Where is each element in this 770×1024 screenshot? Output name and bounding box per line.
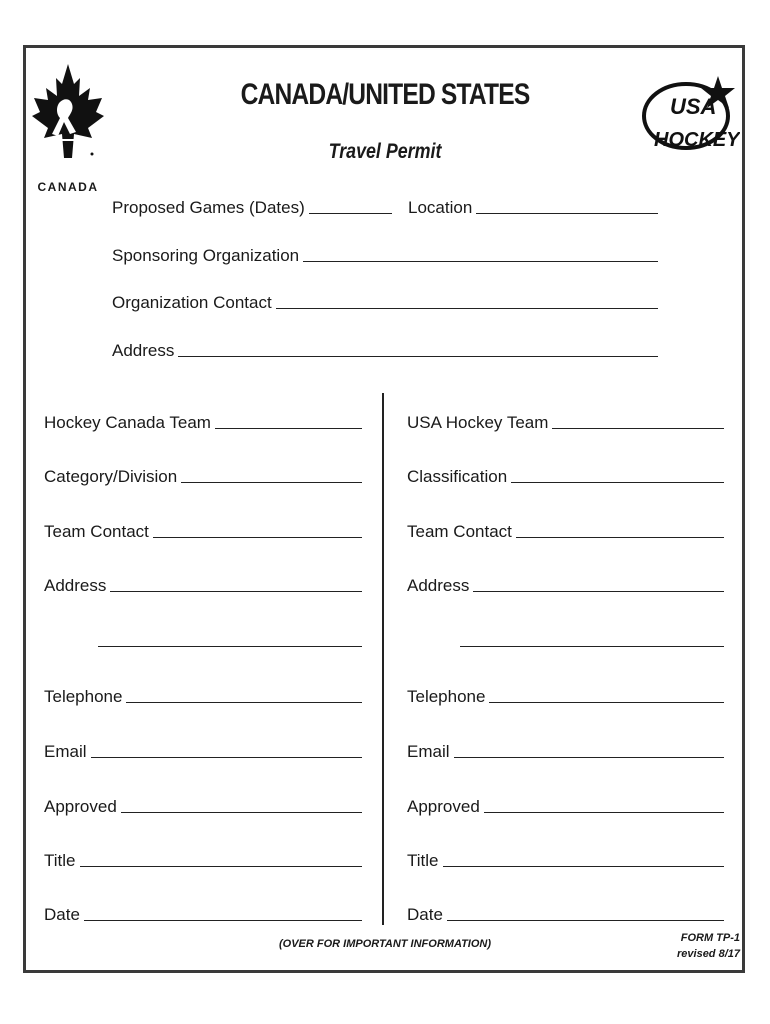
left-address-line-2[interactable]: [98, 646, 362, 647]
left-approved-label: Approved: [44, 797, 117, 816]
form-id-block: [650, 930, 740, 962]
left-date-label: Date: [44, 905, 80, 924]
revision-date: revised 8/17: [677, 948, 740, 960]
right-telephone-field[interactable]: [407, 681, 724, 707]
form-subtitle: Travel Permit: [328, 140, 442, 163]
top-address-line[interactable]: [178, 356, 658, 357]
canada-wordmark: CANADA: [37, 180, 99, 194]
left-email-field[interactable]: [44, 736, 362, 762]
left-title-field[interactable]: [44, 845, 362, 871]
right-date-field[interactable]: [407, 899, 724, 925]
left-team-contact-field[interactable]: [44, 516, 362, 542]
hockey-canada-logo: [30, 62, 106, 198]
usa-hockey-team-field[interactable]: [407, 407, 724, 433]
proposed-games-field[interactable]: [112, 192, 392, 218]
left-title-line[interactable]: [80, 866, 363, 867]
left-title-label: Title: [44, 851, 76, 870]
usa-hockey-team-line[interactable]: [552, 428, 724, 429]
right-team-contact-label: Team Contact: [407, 522, 512, 541]
right-address-line[interactable]: [473, 591, 724, 592]
sponsoring-org-field[interactable]: [112, 240, 658, 266]
right-address-label: Address: [407, 576, 470, 595]
form-border: [23, 45, 745, 973]
form-title: CANADA/UNITED STATES: [240, 78, 530, 111]
left-telephone-label: Telephone: [44, 687, 123, 706]
right-date-label: Date: [407, 905, 443, 924]
left-address-label: Address: [44, 576, 107, 595]
left-telephone-field[interactable]: [44, 681, 362, 707]
right-title-field[interactable]: [407, 845, 724, 871]
org-contact-label: Organization Contact: [112, 293, 272, 312]
classification-line[interactable]: [511, 482, 724, 483]
right-approved-field[interactable]: [407, 791, 724, 817]
left-approved-field[interactable]: [44, 791, 362, 817]
category-division-label: Category/Division: [44, 467, 178, 486]
usa-logo-text: USA: [670, 94, 717, 119]
right-address-field[interactable]: [407, 570, 724, 596]
column-divider: [382, 393, 384, 925]
proposed-games-label: Proposed Games (Dates): [112, 198, 305, 217]
right-title-line[interactable]: [443, 866, 725, 867]
right-email-label: Email: [407, 742, 450, 761]
left-email-label: Email: [44, 742, 87, 761]
right-approved-label: Approved: [407, 797, 480, 816]
hockey-canada-team-label: Hockey Canada Team: [44, 413, 211, 432]
proposed-games-line[interactable]: [309, 213, 392, 214]
org-contact-field[interactable]: [112, 287, 658, 313]
right-date-line[interactable]: [447, 920, 724, 921]
right-title-label: Title: [407, 851, 439, 870]
left-telephone-line[interactable]: [126, 702, 362, 703]
classification-field[interactable]: [407, 461, 724, 487]
category-division-line[interactable]: [181, 482, 362, 483]
sponsoring-org-label: Sponsoring Organization: [112, 246, 300, 265]
hockey-canada-team-field[interactable]: [44, 407, 362, 433]
left-address-field[interactable]: [44, 570, 362, 596]
top-address-field[interactable]: [112, 335, 658, 361]
left-email-line[interactable]: [91, 757, 362, 758]
org-contact-line[interactable]: [276, 308, 658, 309]
usa-hockey-logo: [640, 68, 740, 158]
location-label: Location: [408, 198, 473, 217]
right-team-contact-line[interactable]: [516, 537, 724, 538]
maple-leaf-icon: [30, 62, 106, 180]
hockey-logo-text: HOCKEY: [654, 129, 740, 151]
classification-label: Classification: [407, 467, 508, 486]
left-team-contact-line[interactable]: [153, 537, 362, 538]
usa-hockey-star-icon: [640, 68, 740, 158]
right-email-field[interactable]: [407, 736, 724, 762]
location-line[interactable]: [476, 213, 658, 214]
top-address-label: Address: [112, 341, 175, 360]
form-number: FORM TP-1: [680, 932, 740, 944]
left-approved-line[interactable]: [121, 812, 362, 813]
usa-hockey-team-label: USA Hockey Team: [407, 413, 549, 432]
right-telephone-label: Telephone: [407, 687, 486, 706]
hockey-canada-team-line[interactable]: [215, 428, 362, 429]
left-address-line[interactable]: [110, 591, 362, 592]
left-date-field[interactable]: [44, 899, 362, 925]
right-team-contact-field[interactable]: [407, 516, 724, 542]
right-email-line[interactable]: [454, 757, 724, 758]
sponsoring-org-line[interactable]: [303, 261, 658, 262]
right-address-line-2[interactable]: [460, 646, 724, 647]
right-telephone-line[interactable]: [489, 702, 724, 703]
right-approved-line[interactable]: [484, 812, 724, 813]
left-date-line[interactable]: [84, 920, 362, 921]
important-info-note: (OVER FOR IMPORTANT INFORMATION): [278, 938, 492, 950]
left-team-contact-label: Team Contact: [44, 522, 149, 541]
location-field[interactable]: [408, 192, 658, 218]
category-division-field[interactable]: [44, 461, 362, 487]
